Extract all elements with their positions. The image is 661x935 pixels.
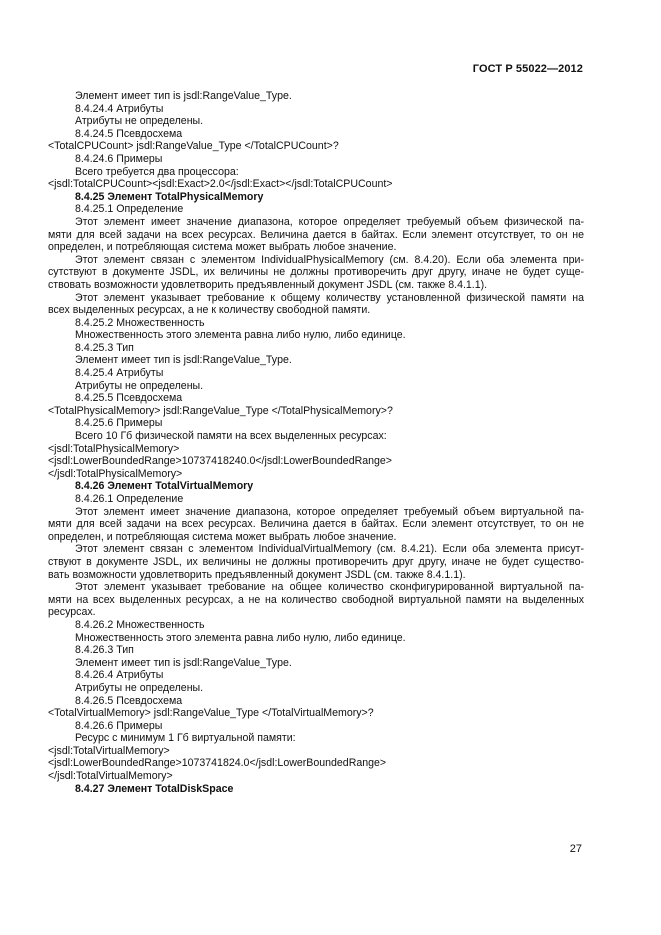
text-line: Элемент имеет тип is jsdl:RangeValue_Type. bbox=[75, 656, 292, 669]
text-line: 8.4.26.5 Псевдосхема bbox=[75, 694, 183, 707]
text-line: <jsdl:TotalVirtualMemory> bbox=[48, 744, 170, 757]
text-line: 8.4.26.2 Множественность bbox=[75, 618, 205, 631]
text-line: 8.4.26.1 Определение bbox=[75, 493, 184, 505]
text-line: мяти для всей задачи на всех ресурсах. Величина дается в байтах. Если элемент отсутствует, то он не bbox=[48, 518, 584, 531]
text-line: Множественность этого элемента равна либо нулю, либо единице. bbox=[75, 631, 406, 644]
text-line: 8.4.24.5 Псевдосхема bbox=[75, 127, 183, 140]
text-line: Всего 10 Гб физической памяти на всех выделенных ресурсах: bbox=[75, 430, 387, 443]
text-line: определен, и потребляющая система может выбрать любое значение. bbox=[48, 241, 397, 254]
text-line: 8.4.26.3 Тип bbox=[75, 644, 134, 657]
text-line: Этот элемент связан с элементом IndividualVirtualMemory (см. 8.4.21). Если оба элемента присут- bbox=[75, 543, 584, 556]
text-line: </jsdl:TotalVirtualMemory> bbox=[48, 770, 173, 783]
text-line: Этот элемент указывает требование на общее количество сконфигурированной виртуальной па- bbox=[75, 581, 584, 594]
text-line: Этот элемент имеет значение диапазона, которое определяет требуемый объем виртуальной па- bbox=[75, 505, 584, 518]
text-line: вать возможности удовлетворить предъявленный документ JSDL (см. также 8.4.1.1). bbox=[48, 568, 466, 581]
text-line: Этот элемент имеет значение диапазона, которое определяет требуемый объем физической па- bbox=[75, 215, 584, 228]
text-line: <TotalCPUCount> jsdl:RangeValue_Type </TotalCPUCount>? bbox=[48, 140, 339, 153]
text-line: <TotalPhysicalMemory> jsdl:RangeValue_Type </TotalPhysicalMemory>? bbox=[48, 404, 393, 417]
text-line: 8.4.25.2 Множественность bbox=[75, 316, 205, 329]
text-line: Этот элемент указывает требование к общему количеству установленной физической памяти на bbox=[75, 291, 584, 304]
text-line: 8.4.25.3 Тип bbox=[75, 341, 134, 354]
text-line: 8.4.26.6 Примеры bbox=[75, 719, 163, 732]
text-line: 8.4.25.1 Определение bbox=[75, 203, 184, 216]
text-line: Этот элемент связан с элементом IndividualPhysicalMemory (см. 8.4.20). Если оба элемента при- bbox=[75, 253, 584, 266]
text-line: <jsdl:TotalPhysicalMemory> bbox=[48, 442, 180, 455]
text-line: <jsdl:TotalCPUCount><jsdl:Exact>2.0</jsdl:Exact></jsdl:TotalCPUCount> bbox=[48, 178, 393, 191]
text-line: <TotalVirtualMemory> jsdl:RangeValue_Type </TotalVirtualMemory>? bbox=[48, 707, 374, 720]
text-line: Элемент имеет тип is jsdl:RangeValue_Type. bbox=[75, 354, 292, 367]
text-line: 8.4.24.6 Примеры bbox=[75, 152, 163, 165]
text-line: всех выделенных ресурсах, а не к количеству свободной памяти. bbox=[48, 304, 371, 317]
text-line: ресурсах. bbox=[48, 606, 96, 619]
text-line: Атрибуты не определены. bbox=[75, 115, 204, 128]
text-line: мяти на всех выделенных ресурсах, а не на количество свободной виртуальной памяти на выделенных bbox=[48, 593, 584, 606]
standard-header: ГОСТ Р 55022—2012 bbox=[472, 63, 583, 75]
section-heading: 8.4.25 Элемент TotalPhysicalMemory bbox=[75, 190, 264, 203]
text-line: </jsdl:TotalPhysicalMemory> bbox=[48, 467, 183, 480]
text-line: Элемент имеет тип is jsdl:RangeValue_Type. bbox=[75, 90, 292, 102]
text-line: 8.4.25.4 Атрибуты bbox=[75, 367, 164, 380]
text-line: 8.4.26.4 Атрибуты bbox=[75, 669, 164, 682]
text-line: Атрибуты не определены. bbox=[75, 681, 204, 694]
text-line: Всего требуется два процессора: bbox=[75, 165, 239, 178]
text-line: Множественность этого элемента равна либо нулю, либо единице. bbox=[75, 329, 406, 342]
section-heading: 8.4.26 Элемент TotalVirtualMemory bbox=[75, 480, 254, 493]
text-line: сутствуют в документе JSDL, их величины не должны противоречить друг другу, иначе не будет суще- bbox=[48, 266, 584, 279]
text-line: 8.4.25.5 Псевдосхема bbox=[75, 392, 183, 405]
text-line: определен, и потребляющая система может выбрать любое значение. bbox=[48, 530, 397, 543]
page-number: 27 bbox=[569, 843, 582, 855]
text-line: Ресурс с минимум 1 Гб виртуальной памяти: bbox=[75, 732, 296, 745]
text-line: 8.4.24.4 Атрибуты bbox=[75, 102, 164, 115]
text-line: <jsdl:LowerBoundedRange>1073741824.0</jsdl:LowerBoundedRange> bbox=[48, 757, 387, 770]
text-line: 8.4.25.6 Примеры bbox=[75, 417, 163, 430]
section-heading: 8.4.27 Элемент TotalDiskSpace bbox=[75, 782, 234, 795]
document-body bbox=[48, 90, 584, 795]
text-line: ствовать возможности удовлетворить предъявленный документ JSDL (см. также 8.4.1.1). bbox=[48, 278, 488, 291]
text-line: <jsdl:LowerBoundedRange>10737418240.0</jsdl:LowerBoundedRange> bbox=[48, 455, 392, 468]
text-line: ствуют в документе JSDL, их величины не должны противоречить друг другу, иначе не будет существо- bbox=[48, 555, 584, 568]
text-line: мяти для всей задачи на всех ресурсах. Величина дается в байтах. Если элемент отсутствует, то он не bbox=[48, 228, 584, 241]
text-line: Атрибуты не определены. bbox=[75, 379, 204, 392]
